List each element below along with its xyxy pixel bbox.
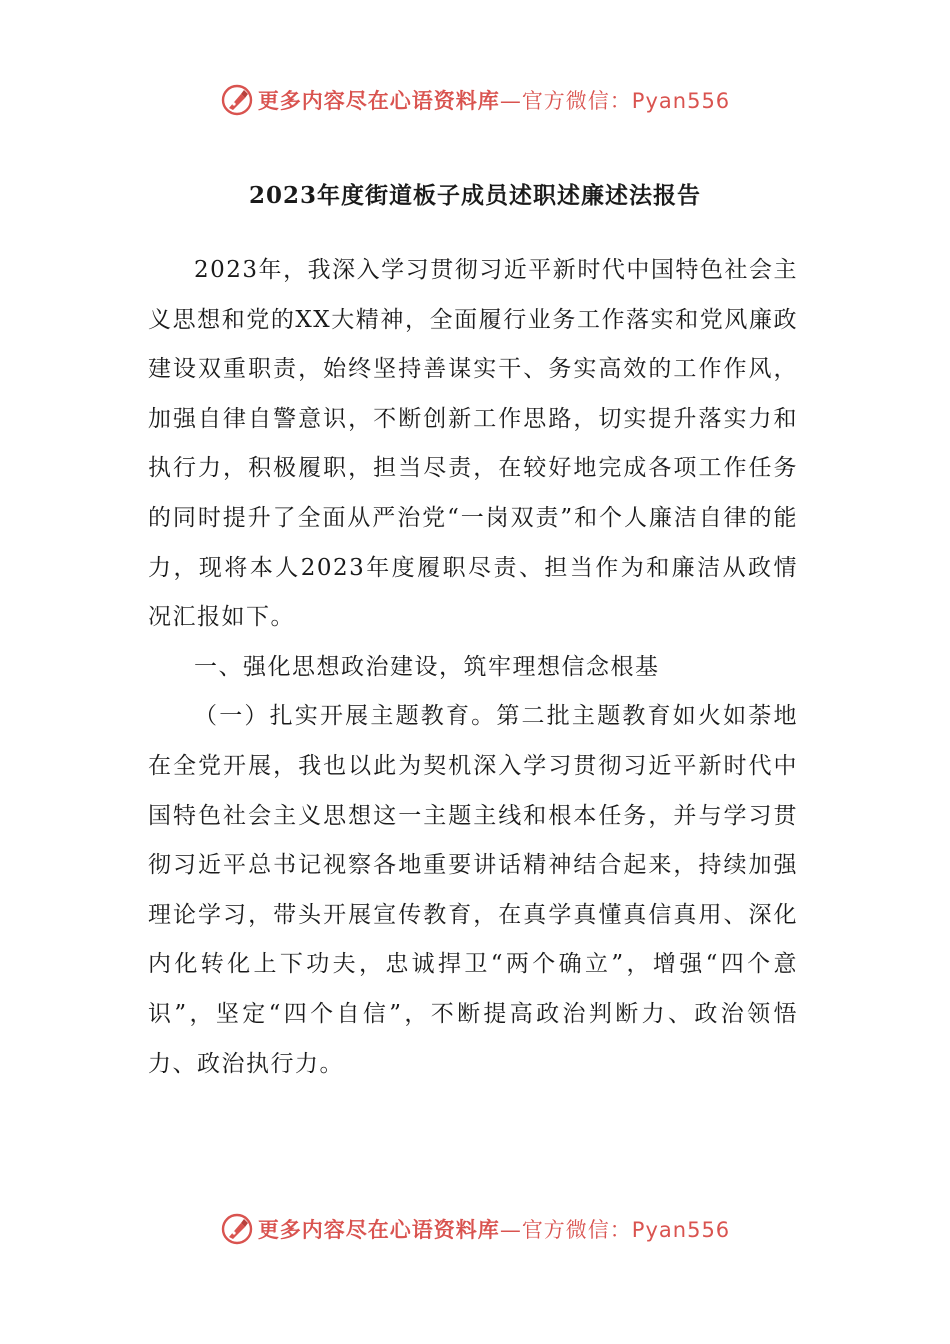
pen-nib-seal-icon bbox=[220, 83, 254, 117]
paragraph-subsection-1: （一）扎实开展主题教育。第二批主题教育如火如荼地在全党开展，我也以此为契机深入学习贯彻习近平新时代中国特色社会主义思想这一主题主线和根本任务，并与学习贯彻习近平总书记视察各地重要讲话精神结合起来，持续加强理论学习，带头开展宣传教育，在真学真懂真信真用、深化内化转化上下功夫，忠诚捍卫“两个确立”，增强“四个意识”，坚定“四个自信”，不断提高政治判断力、政治领悟力、政治执行力。 bbox=[148, 703, 798, 1077]
header-watermark bbox=[0, 80, 950, 120]
watermark-brand-text: 更多内容尽在心语资料库 bbox=[257, 1218, 500, 1242]
watermark-contact-text: —官方微信：Pyan556 bbox=[499, 89, 731, 113]
section-heading: 一、强化思想政治建设，筑牢理想信念根基 bbox=[194, 653, 660, 680]
watermark-brand-text: 更多内容尽在心语资料库 bbox=[257, 89, 500, 113]
document-title: 2023年度街道板子成员述职述廉述法报告 bbox=[248, 182, 701, 209]
watermark-contact-text: —官方微信：Pyan556 bbox=[499, 1218, 731, 1242]
footer-watermark bbox=[0, 1209, 950, 1249]
pen-nib-seal-icon bbox=[220, 1212, 254, 1246]
paragraph-intro: 2023年，我深入学习贯彻习近平新时代中国特色社会主义思想和党的XX大精神，全面履行业务工作落实和党风廉政建设双重职责，始终坚持善谋实干、务实高效的工作作风，加强自律自警意识，不断创新工作思路，切实提升落实力和执行力，积极履职，担当尽责，在较好地完成各项工作任务的同时提升了全面从严治党“一岗双责”和个人廉洁自律的能力，现将本人2023年度履职尽责、担当作为和廉洁从政情况汇报如下。 bbox=[148, 257, 798, 631]
document-body bbox=[148, 246, 798, 1089]
